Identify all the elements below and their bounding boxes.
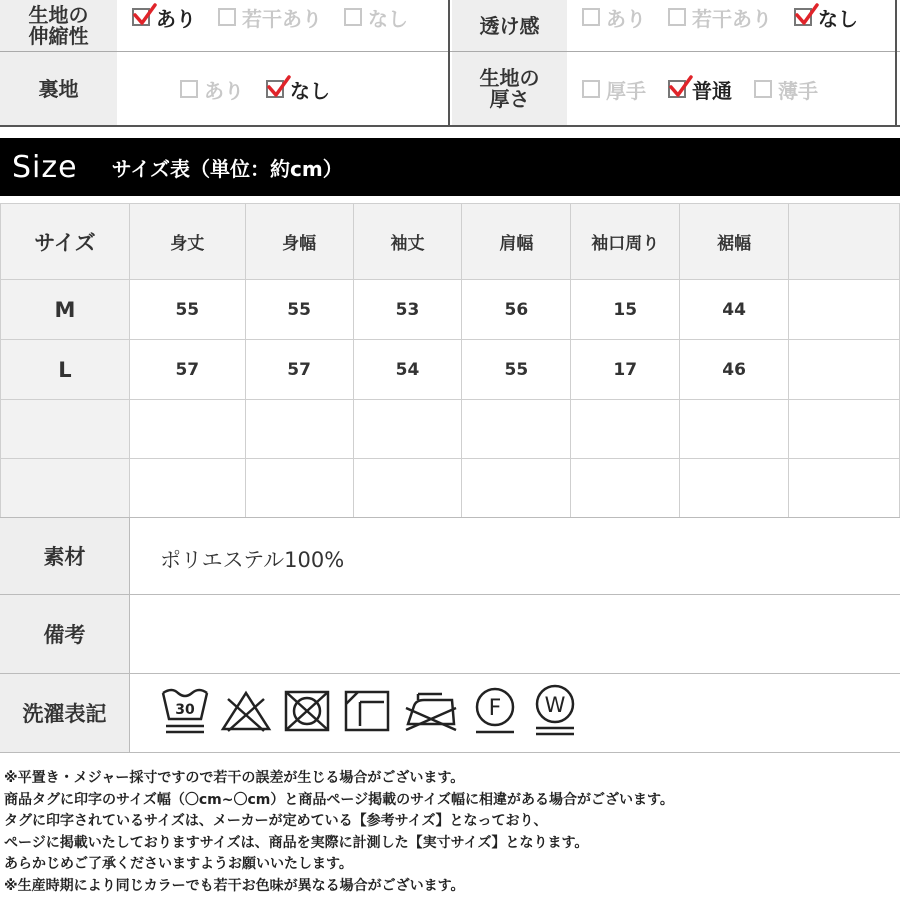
option-label: あり bbox=[204, 78, 244, 103]
note-line: ※生産時期により同じカラーでも若干お色味が異なる場合がございます。 bbox=[4, 877, 465, 894]
remarks-row bbox=[0, 594, 900, 673]
checkbox-icon bbox=[668, 8, 686, 26]
wet-clean-letter: W bbox=[544, 692, 566, 717]
checkbox-icon bbox=[180, 80, 198, 98]
value-cell bbox=[353, 459, 462, 518]
stretch-label: 生地の 伸縮性 bbox=[0, 0, 117, 52]
option-label: あり bbox=[156, 6, 196, 31]
value-cell bbox=[789, 340, 900, 400]
size-table-header bbox=[1, 204, 900, 280]
value-cell: 57 bbox=[129, 340, 245, 400]
care-icons bbox=[129, 674, 900, 752]
header-cell: サイズ bbox=[1, 204, 130, 280]
care-row bbox=[0, 673, 900, 753]
option-stretch-0 bbox=[132, 3, 196, 32]
note-line: 商品タグに印字のサイズ幅（〇cm~〇cm）と商品ページ掲載のサイズ幅に相違がある場合がございます。 bbox=[4, 791, 674, 808]
option-lining-0 bbox=[180, 75, 244, 104]
value-cell bbox=[245, 459, 353, 518]
value-cell bbox=[680, 459, 789, 518]
value-cell bbox=[129, 459, 245, 518]
value-cell: 57 bbox=[245, 340, 353, 400]
value-cell bbox=[571, 400, 680, 459]
dry-clean-f-icon bbox=[470, 685, 520, 742]
note-line: タグに印字されているサイズは、メーカーが定めている【参考サイズ】となっており、 bbox=[4, 813, 548, 829]
value-cell: 55 bbox=[129, 280, 245, 340]
value-cell: 56 bbox=[462, 280, 571, 340]
material-label: 素材 bbox=[0, 518, 129, 594]
value-cell: 53 bbox=[353, 280, 462, 340]
option-sheer-2 bbox=[794, 3, 858, 32]
option-label: なし bbox=[290, 78, 330, 103]
checkbox-icon bbox=[344, 8, 362, 26]
no-bleach-icon bbox=[220, 689, 272, 738]
value-cell: 54 bbox=[353, 340, 462, 400]
no-tumble-dry-icon bbox=[282, 688, 332, 739]
material-value: ポリエステル100% bbox=[129, 518, 900, 594]
remarks-label: 備考 bbox=[0, 595, 129, 673]
size-cell bbox=[1, 459, 130, 518]
option-label: 薄手 bbox=[778, 78, 818, 103]
option-sheer-1 bbox=[668, 3, 772, 32]
value-cell: 55 bbox=[462, 340, 571, 400]
table-row bbox=[1, 459, 900, 518]
wash-temp: 30 bbox=[175, 701, 195, 718]
divider bbox=[0, 125, 900, 127]
table-row bbox=[1, 280, 900, 340]
value-cell bbox=[245, 400, 353, 459]
wet-clean-w-icon bbox=[530, 682, 580, 745]
option-label: なし bbox=[368, 6, 408, 31]
note-line: ページに掲載いたしておりますサイズは、商品を実際に計測した【実寸サイズ】となります。 bbox=[4, 834, 589, 851]
value-cell bbox=[129, 400, 245, 459]
size-cell bbox=[1, 400, 130, 459]
value-cell: 44 bbox=[680, 280, 789, 340]
option-label: 若干あり bbox=[692, 6, 772, 31]
checked-box-icon bbox=[668, 80, 686, 98]
sheer-options bbox=[582, 2, 880, 32]
option-stretch-2 bbox=[344, 3, 408, 32]
size-cell: L bbox=[1, 340, 130, 400]
option-label: 厚手 bbox=[606, 78, 646, 103]
value-cell bbox=[462, 459, 571, 518]
header-cell: 身丈 bbox=[129, 204, 245, 280]
banner-title: Size bbox=[12, 149, 78, 185]
option-label: あり bbox=[606, 6, 646, 31]
checked-box-icon bbox=[132, 8, 150, 26]
header-cell: 身幅 bbox=[245, 204, 353, 280]
stretch-options bbox=[132, 2, 430, 32]
checkbox-icon bbox=[582, 8, 600, 26]
wash-30-icon bbox=[160, 685, 210, 742]
option-label: なし bbox=[818, 6, 858, 31]
value-cell bbox=[789, 459, 900, 518]
option-stretch-1 bbox=[218, 3, 322, 32]
value-cell bbox=[789, 280, 900, 340]
value-cell bbox=[789, 400, 900, 459]
option-sheer-0 bbox=[582, 3, 646, 32]
no-iron-icon bbox=[402, 688, 460, 739]
option-thickness-1 bbox=[668, 75, 732, 104]
option-lining-1 bbox=[266, 75, 330, 104]
table-row bbox=[1, 400, 900, 459]
note-line: ※平置き・メジャー採寸ですので若干の誤差が生じる場合がございます。 bbox=[4, 770, 465, 786]
header-cell: 袖丈 bbox=[353, 204, 462, 280]
checkbox-icon bbox=[582, 80, 600, 98]
option-label: 普通 bbox=[692, 78, 732, 103]
header-cell bbox=[789, 204, 900, 280]
value-cell bbox=[462, 400, 571, 459]
divider bbox=[0, 51, 900, 52]
value-cell: 15 bbox=[571, 280, 680, 340]
value-cell: 17 bbox=[571, 340, 680, 400]
material-row bbox=[0, 517, 900, 594]
care-label: 洗濯表記 bbox=[0, 674, 129, 752]
lining-label: 裏地 bbox=[0, 52, 117, 126]
option-thickness-2 bbox=[754, 75, 818, 104]
header-cell: 袖口周り bbox=[571, 204, 680, 280]
header-cell: 裾幅 bbox=[680, 204, 789, 280]
checkbox-icon bbox=[218, 8, 236, 26]
option-label: 若干あり bbox=[242, 6, 322, 31]
dry-clean-letter: F bbox=[488, 695, 502, 721]
sheer-label: 透け感 bbox=[452, 0, 567, 52]
note-line: あらかじめご了承くださいますようお願いいたします。 bbox=[4, 856, 353, 872]
value-cell: 46 bbox=[680, 340, 789, 400]
table-row bbox=[1, 340, 900, 400]
divider bbox=[895, 0, 897, 126]
checked-box-icon bbox=[266, 80, 284, 98]
size-banner bbox=[0, 138, 900, 196]
thickness-options bbox=[582, 74, 840, 104]
checkbox-icon bbox=[754, 80, 772, 98]
divider bbox=[448, 0, 450, 126]
banner-subtitle: サイズ表（単位：約cm） bbox=[111, 156, 343, 181]
header-cell: 肩幅 bbox=[462, 204, 571, 280]
remarks-value bbox=[129, 595, 900, 673]
value-cell: 55 bbox=[245, 280, 353, 340]
option-thickness-0 bbox=[582, 75, 646, 104]
lining-options bbox=[180, 74, 352, 104]
value-cell bbox=[353, 400, 462, 459]
line-dry-shade-icon bbox=[342, 688, 392, 739]
size-cell: M bbox=[1, 280, 130, 340]
notes bbox=[4, 768, 674, 897]
thickness-label: 生地の 厚さ bbox=[452, 52, 567, 126]
checked-box-icon bbox=[794, 8, 812, 26]
value-cell bbox=[571, 459, 680, 518]
value-cell bbox=[680, 400, 789, 459]
size-table bbox=[0, 203, 900, 518]
